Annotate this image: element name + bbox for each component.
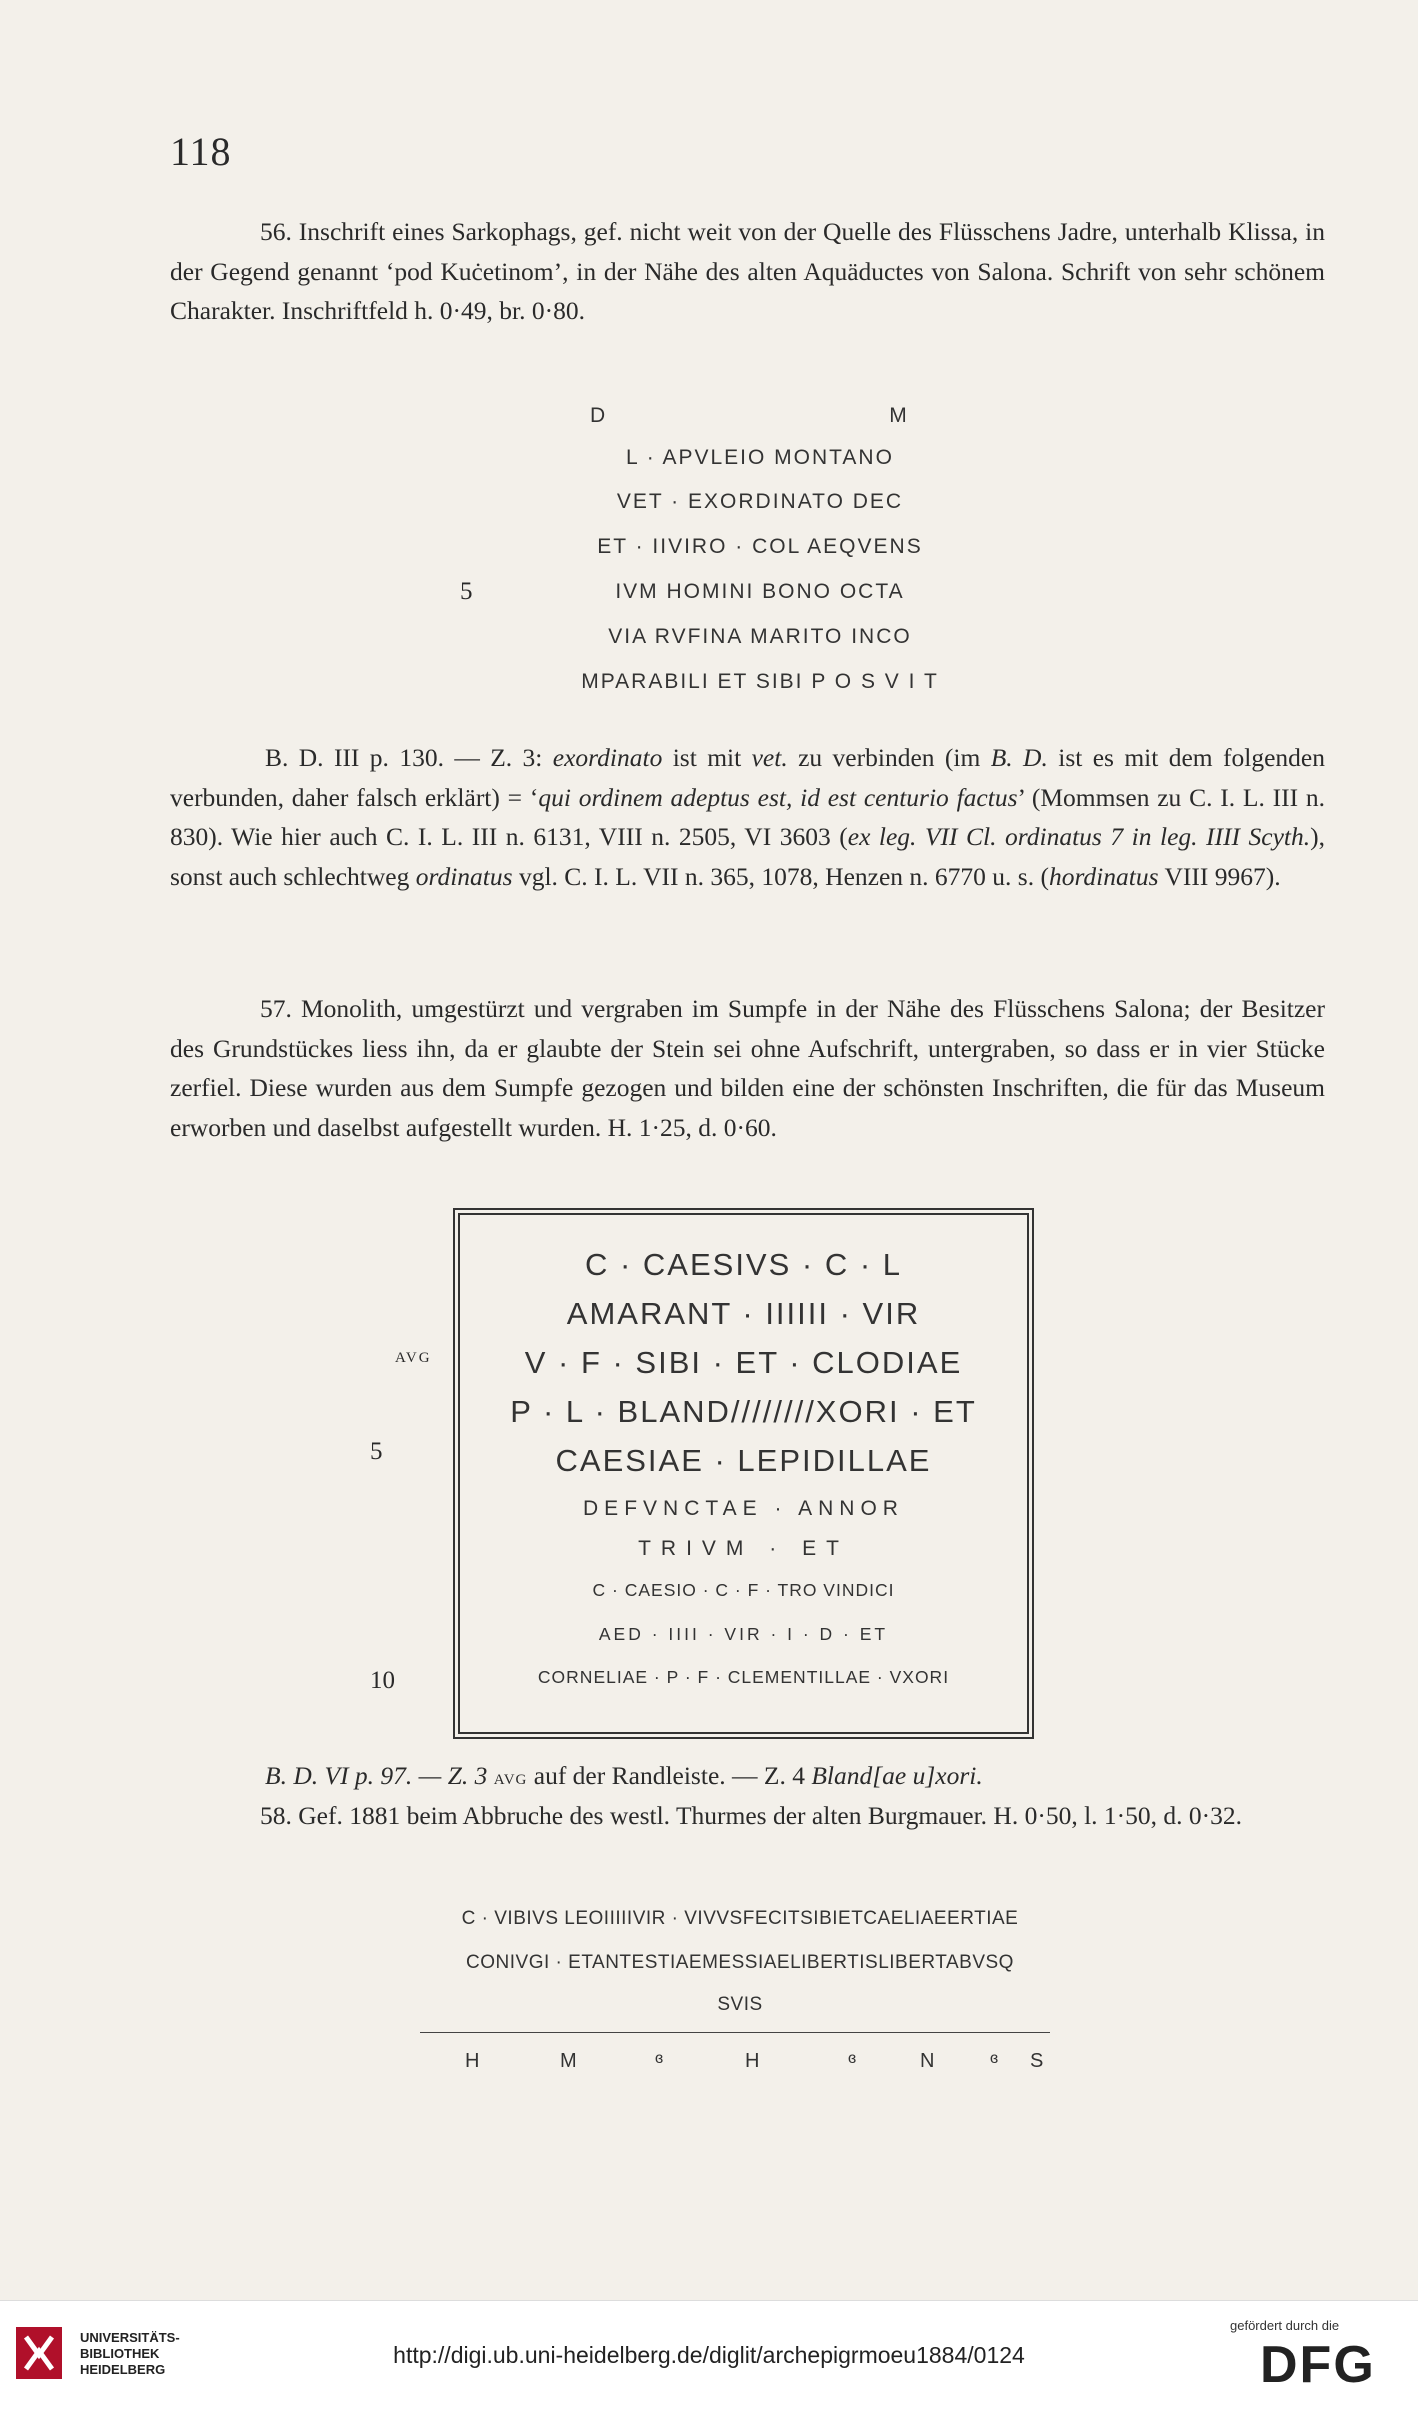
insc57-line-1: C · CAESIVS · C · L (584, 1247, 903, 1282)
insc56-line-3: VET · EXORDINATO DEC (616, 490, 904, 513)
hletter-5: ɞ (848, 2050, 857, 2067)
hletter-8: S (1030, 2050, 1044, 2072)
insc58-line-3: SVIS (717, 1994, 763, 2015)
c56-p3: zu verbinden (im (787, 743, 991, 772)
insc56-line-5: IVM HOMINI BONO OCTA (615, 580, 905, 603)
inscription-57-frame (458, 1213, 1029, 1734)
insc57-margin-note: AVG (395, 1350, 432, 1366)
c56-p4: ist es mit dem folgenden verbunden, daher falsch erklärt) = ‘ (170, 743, 1325, 812)
c56-i5: ex leg. VII Cl. ordinatus 7 in leg. IIII Scyth. (847, 822, 1311, 851)
c56-p5: ’ (Mommsen zu C. I. L. III n. 830). Wie hier auch C. I. L. III n. 6131, VIII n. 2505, VI 3603 ( (170, 782, 1326, 851)
library-line-2: BIBLIOTHEK (80, 2346, 160, 2361)
c57-i1: Bland[ae u]xori. (811, 1761, 983, 1790)
hletter-6: N (920, 2050, 935, 2072)
comment-57 (170, 1756, 1325, 1801)
page-number: 118 (170, 129, 232, 174)
c56-i7: hordinatus (1048, 861, 1159, 891)
insc57-line-7: TRIVM · ET (638, 1537, 849, 1560)
hletter-7: ɞ (990, 2050, 999, 2067)
c57-avg: AVG (493, 1772, 528, 1788)
comment-56 (170, 738, 1325, 896)
insc56-line-2: L · APVLEIO MONTANO (626, 446, 894, 469)
paragraph-57 (170, 989, 1325, 1147)
insc56-line-7: MPARABILI ET SIBI P O S V I T (581, 670, 939, 693)
c57-p2: auf der Randleiste. — Z. 4 (527, 1761, 812, 1790)
insc57-line-number-5: 5 (370, 1438, 383, 1465)
insc57-line-10: CORNELIAE · P · F · CLEMENTILLAE · VXORI (537, 1667, 950, 1687)
dfg-logo: DFG (1260, 2336, 1376, 2394)
insc58-rule (420, 2032, 1050, 2033)
hletter-2: M (560, 2050, 577, 2072)
c56-i3: B. D. (990, 743, 1048, 772)
paragraph-57-text: 57. Monolith, umgestürzt und vergraben im Sumpfe in der Nähe des Flüsschens Salona; der Besitzer des Grundstückes liess ihn, da er glaubte der Stein sei ohne Aufschrift, untergraben, so dass er in vier Stücke zerfiel. Diese wurden aus dem Sumpfe gezogen und bilden eine der schönsten Inschriften, die für das Museum erworben und daselbst aufgestellt wurden. H. 1·25, d. 0·60. (170, 994, 1325, 1142)
source-url-link[interactable]: http://digi.ub.uni-heidelberg.de/diglit/archepigrmoeu1884/0124 (393, 2342, 1025, 2368)
hletter-3: ɞ (655, 2050, 664, 2067)
c56-p8: VIII 9967). (1158, 861, 1281, 891)
funded-by-caption: gefördert durch die (1230, 2318, 1340, 2333)
c56-i4: qui ordinem adeptus est, id est centurio factus (538, 782, 1018, 812)
c57-p1: B. D. VI p. 97. — Z. 3 (265, 1761, 494, 1790)
hletter-1: H (465, 2050, 480, 2072)
c56-i6: ordinatus (415, 861, 513, 891)
insc58-line-2: CONIVGI · ETANTESTIAEMESSIAELIBERTISLIBERTABVSQ (466, 1952, 1014, 1973)
hletter-4: H (745, 2050, 760, 2072)
c56-p6: ), sonst auch schlechtweg (170, 822, 1326, 891)
insc56-line-4: ET · IIVIRO · COL AEQVENS (597, 535, 923, 558)
c56-p2: ist mit (662, 743, 752, 772)
insc57-line-9: AED · IIII · VIR · I · D · ET (598, 1624, 889, 1644)
c56-p7: vgl. C. I. L. VII n. 365, 1078, Henzen n. 6770 u. s. ( (512, 861, 1049, 891)
paragraph-56-text: 56. Inschrift eines Sarkophags, gef. nicht weit von der Quelle des Flüsschens Jadre, unterhalb Klissa, in der Gegend genannt ‘pod Kuċetinom’, in der Nähe des alten Aquäductes von Salona. Schrift von sehr schönem Charakter. Inschriftfeld h. 0·49, br. 0·80. (170, 217, 1325, 325)
insc56-line-1: D M (590, 404, 909, 427)
c56-i2: vet. (751, 743, 788, 772)
insc58-line-1: C · VIBIVS LEOIIIIIVIR · VIVVSFECITSIBIETCAELIAEERTIAE (461, 1908, 1019, 1929)
paragraph-58-text: 58. Gef. 1881 beim Abbruche des westl. Thurmes der alten Burgmauer. H. 0·50, l. 1·50, d. 0·32. (260, 1801, 1243, 1830)
insc57-line-2: AMARANT · IIIIII · VIR (566, 1296, 921, 1331)
insc56-line-6: VIA RVFINA MARITO INCO (608, 625, 912, 648)
insc57-line-3: V · F · SIBI · ET · CLODIAE (524, 1345, 963, 1380)
library-line-1: UNIVERSITÄTS- (80, 2330, 180, 2345)
insc57-line-6: DEFVNCTAE · ANNOR (583, 1497, 904, 1520)
library-line-3: HEIDELBERG (80, 2362, 166, 2377)
insc57-line-number-10: 10 (370, 1667, 395, 1694)
c56-p1: B. D. III p. 130. — Z. 3: (265, 743, 553, 772)
paragraph-58 (170, 1796, 1325, 1836)
insc57-line-5: CAESIAE · LEPIDILLAE (555, 1443, 932, 1478)
insc57-line-8: C · CAESIO · C · F · TRO VINDICI (592, 1580, 895, 1600)
insc57-line-4: P · L · BLAND////////XORI · ET (510, 1394, 977, 1429)
paragraph-56 (170, 212, 1325, 331)
c56-i1: exordinato (552, 743, 663, 772)
insc56-line-number: 5 (460, 578, 473, 605)
